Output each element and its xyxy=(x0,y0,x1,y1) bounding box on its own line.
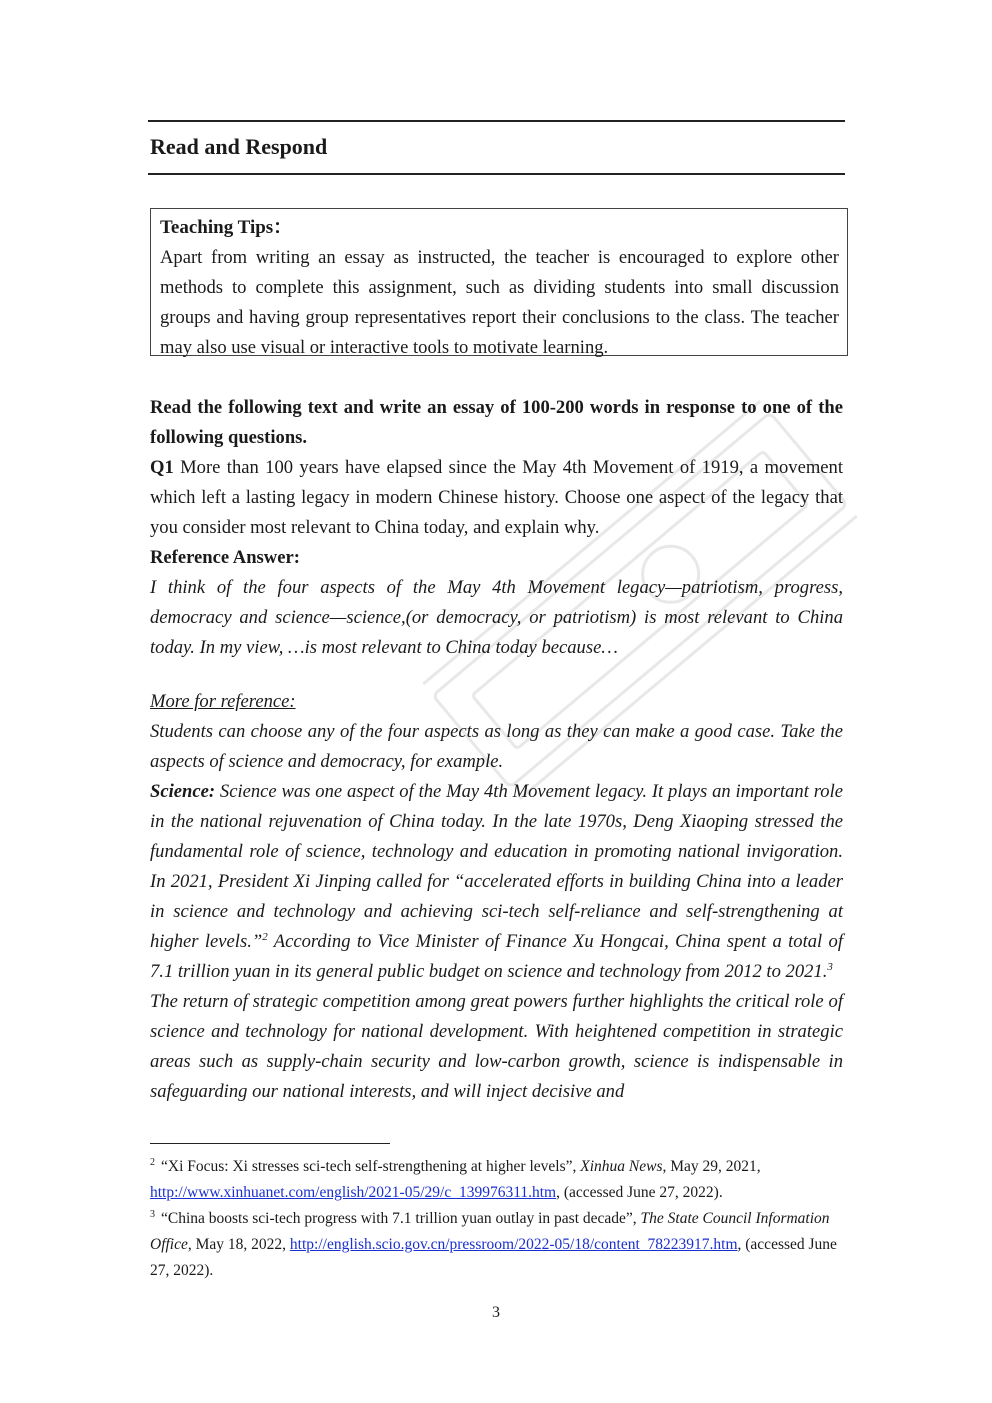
teaching-tips-body: Apart from writing an essay as instructed, the teacher is encouraged to explore other methods to complete this assignment, such as dividing students into small discussion groups and having group representatives report their conclusions to the class. The teacher may also use visual or interactive tools to motivate learning. xyxy=(160,247,839,358)
header-rule-bottom xyxy=(148,173,845,175)
essay-instruction: Read the following text and write an essay of 100-200 words in response to one of the following questions. xyxy=(150,397,843,448)
footnote-2-link[interactable]: http://www.xinhuanet.com/english/2021-05/29/c_139976311.htm xyxy=(150,1184,557,1201)
footnote-2 xyxy=(150,1154,843,1206)
science-paragraph xyxy=(150,777,843,987)
teaching-tips-box xyxy=(150,208,848,356)
header-rule-top xyxy=(148,120,845,122)
question-1-text: More than 100 years have elapsed since the May 4th Movement of 1919, a movement which left a lasting legacy in modern Chinese history. Choose one aspect of the legacy that you consider most relevant to China today, and explain why. xyxy=(150,457,843,538)
footnotes xyxy=(150,1154,843,1284)
footnote-3-link[interactable]: http://english.scio.gov.cn/pressroom/2022-05/18/content_78223917.htm xyxy=(289,1236,738,1253)
science-text-part-1: Science was one aspect of the May 4th Movement legacy. It plays an important role in the national rejuvenation of China today. In the late 1970s, Deng Xiaoping stressed the fundamental role of science, technology and education in promoting national invigoration. In 2021, President Xi Jinping called for “accelerated efforts in building China into a leader in science and technology and achieving sci-tech self-reliance and self-strengthening at higher levels.” xyxy=(150,781,843,952)
question-1 xyxy=(150,453,843,543)
science-label: Science: xyxy=(150,781,216,802)
section-title: Read and Respond xyxy=(150,134,328,159)
footnote-2-accessed: , (accessed June 27, 2022). xyxy=(556,1184,723,1201)
footnote-2-title: “Xi Focus: Xi stresses sci-tech self-strengthening at higher levels”, xyxy=(161,1158,581,1175)
reference-answer-heading: Reference Answer: xyxy=(150,547,300,568)
question-1-label: Q1 xyxy=(150,457,174,478)
footnote-2-number: 2 xyxy=(150,1156,155,1168)
footnote-3-source: The State Council Information Office xyxy=(150,1210,830,1253)
more-reference-intro: Students can choose any of the four aspects as long as they can make a good case. Take the aspects of science and democracy, for example. xyxy=(150,721,843,772)
footnote-ref-2[interactable]: 2 xyxy=(262,930,268,943)
more-reference-heading: More for reference: xyxy=(150,691,296,712)
footnote-separator xyxy=(150,1143,390,1144)
strategic-competition-paragraph: The return of strategic competition among great powers further highlights the critical role of science and technology for national development. With heightened competition in strategic areas such as supply-chain security and low-carbon growth, science is indispensable in safeguarding our national interests, and will inject decisive and xyxy=(150,991,843,1102)
footnote-3-number: 3 xyxy=(150,1208,155,1220)
reference-answer-text: I think of the four aspects of the May 4th Movement legacy—patriotism, progress, democracy and science—science,(or democracy, or patriotism) is most relevant to China today. In my view, …is most relevant to China today because… xyxy=(150,577,843,658)
science-text-part-2: According to Vice Minister of Finance Xu Hongcai, China spent a total of 7.1 trillion yuan in its general public budget on science and technology from 2012 to 2021. xyxy=(150,931,843,982)
footnote-2-source: Xinhua News xyxy=(580,1158,663,1175)
footnote-3-title: “China boosts sci-tech progress with 7.1 trillion yuan outlay in past decade”, xyxy=(161,1210,641,1227)
footnote-3 xyxy=(150,1206,843,1284)
footnote-ref-3[interactable]: 3 xyxy=(827,960,833,973)
footnote-2-date: , May 29, 2021, xyxy=(662,1158,761,1175)
footnote-3-accessed: , (accessed June 27, 2022). xyxy=(150,1236,837,1279)
main-content xyxy=(150,393,843,1107)
page-number: 3 xyxy=(492,1304,500,1321)
teaching-tips-title: Teaching Tips： xyxy=(160,217,293,238)
footnote-3-date: , May 18, 2022, xyxy=(187,1236,290,1253)
